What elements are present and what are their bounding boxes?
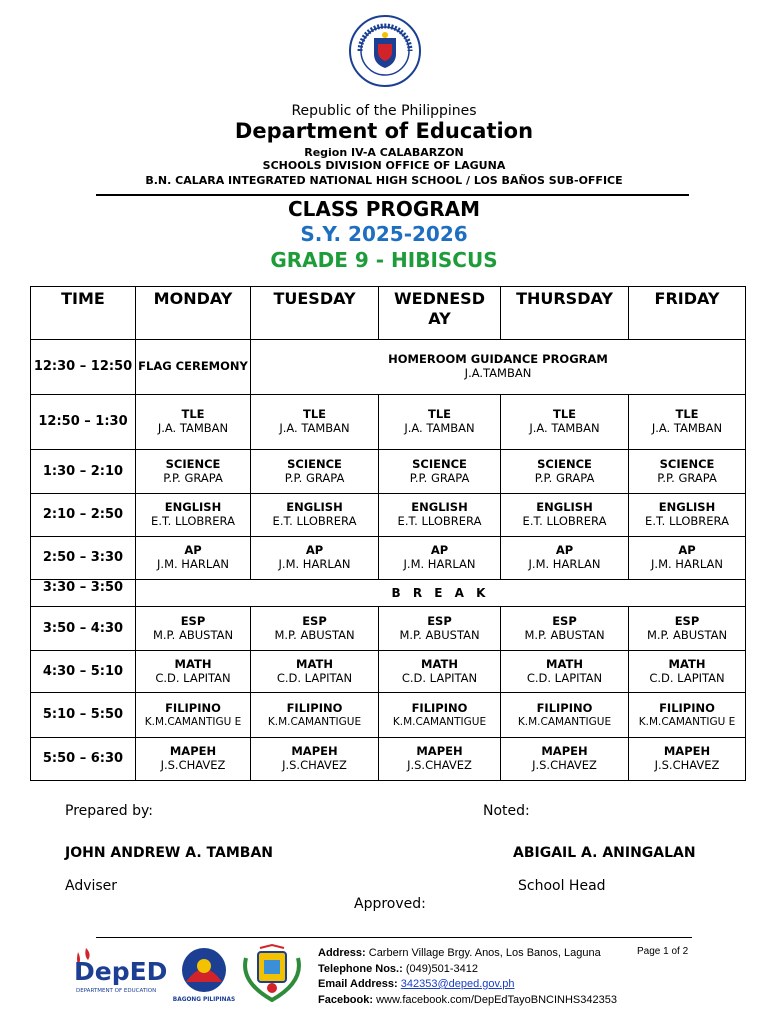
teacher-label: J.S.CHAVEZ (160, 758, 226, 772)
subject-label: MAPEH (416, 744, 463, 759)
teacher-label: J.S.CHAVEZ (532, 758, 597, 772)
deped-logo (72, 944, 168, 1000)
schedule-cell (501, 607, 629, 651)
schedule-cell (629, 395, 746, 450)
subject-label: TLE (302, 407, 327, 422)
deped-logo-subtext: DEPARTMENT OF EDUCATION (76, 988, 157, 994)
subject-label: MAPEH (169, 744, 217, 759)
time-cell: 4:30 – 5:10 (31, 651, 136, 693)
schedule-cell (501, 450, 629, 494)
subject-label: SCIENCE (287, 456, 342, 471)
subject-label: MAPEH (291, 744, 338, 759)
table-row (31, 537, 746, 580)
schedule-cell (136, 651, 251, 693)
teacher-label: C.D. LAPITAN (401, 670, 478, 685)
subject-label: SCIENCE (537, 456, 592, 471)
adviser-title: Adviser (65, 878, 118, 894)
subject-label: ENGLISH (286, 500, 343, 515)
teacher-label: J.M. HARLAN (528, 557, 601, 571)
col-header-thursday: THURSDAY (501, 287, 629, 340)
schedule-cell (136, 607, 251, 651)
subject-label: ESP (302, 613, 327, 628)
schedule-cell (251, 450, 379, 494)
table-row (31, 340, 746, 395)
subject-label: MATH (174, 656, 212, 671)
table-row (31, 738, 746, 781)
schedule-cell (251, 693, 379, 738)
teacher-label: K.M.CAMANTIGUE (267, 715, 362, 728)
table-row (31, 494, 746, 537)
subject-label: ENGLISH (658, 500, 716, 515)
schedule-cell (136, 693, 251, 738)
teacher-label: M.P. ABUSTAN (646, 627, 728, 642)
schedule-cell (629, 651, 746, 693)
homeroom-cell (251, 340, 746, 395)
schedule-cell (629, 607, 746, 651)
address-line (318, 946, 617, 962)
teacher-label: M.P. ABUSTAN (524, 627, 605, 642)
email-label: Email Address: (318, 978, 398, 990)
teacher-label: K.M.CAMANTIGU E (638, 715, 736, 728)
subject-label: SCIENCE (165, 456, 221, 471)
schedule-cell (379, 450, 501, 494)
subject-label: TLE (181, 407, 205, 422)
school-logo (240, 944, 304, 1004)
address-label: Address: (318, 947, 366, 959)
teacher-label: J.A. TAMBAN (157, 421, 229, 435)
schedule-cell (501, 738, 629, 781)
teacher-label: M.P. ABUSTAN (152, 627, 234, 642)
schedule-cell (501, 395, 629, 450)
telephone-value: (049)501-3412 (405, 962, 478, 975)
schedule-cell (379, 537, 501, 580)
time-cell: 5:10 – 5:50 (31, 693, 136, 738)
time-cell: 12:50 – 1:30 (31, 395, 136, 450)
schedule-cell (629, 693, 746, 738)
page-number: Page 1 of 2 (637, 946, 689, 957)
teacher-label: J.M. HARLAN (157, 557, 229, 571)
header-row (31, 287, 746, 340)
telephone-line (318, 962, 617, 978)
teacher-label: J.S.CHAVEZ (407, 758, 472, 772)
school-head-title: School Head (518, 878, 606, 894)
schedule-cell (629, 494, 746, 537)
schedule-cell (379, 395, 501, 450)
teacher-label: C.D. LAPITAN (155, 670, 231, 685)
schedule-cell (251, 607, 379, 651)
schedule-cell (629, 738, 746, 781)
subject-label: AP (305, 543, 324, 558)
col-header-tuesday: TUESDAY (251, 287, 379, 340)
subject-label: AP (184, 543, 202, 558)
school-line: B.N. CALARA INTEGRATED NATIONAL HIGH SCHOOL / LOS BAÑOS SUB-OFFICE (145, 174, 623, 187)
schedule-cell (629, 450, 746, 494)
subject-label: ENGLISH (411, 500, 468, 515)
schedule-cell (251, 537, 379, 580)
teacher-label: E.T. LLOBRERA (151, 514, 235, 528)
time-cell: 3:30 – 3:50 (31, 580, 136, 607)
subject-label: FILIPINO (536, 700, 593, 715)
teacher-label: J.M. HARLAN (278, 557, 351, 571)
teacher-label: E.T. LLOBRERA (645, 514, 729, 528)
school-year: S.Y. 2025-2026 (300, 222, 468, 246)
teacher-label: M.P. ABUSTAN (399, 627, 480, 642)
subject-label: FILIPINO (411, 700, 468, 715)
facebook-value: www.facebook.com/DepEdTayoBNCINHS342353 (376, 993, 617, 1006)
teacher-label: K.M.CAMANTIGUE (517, 715, 612, 728)
subject-label: AP (678, 543, 696, 558)
subject-label: MAPEH (541, 744, 588, 759)
subject-label: AP (555, 543, 574, 558)
subject-label: ESP (180, 613, 206, 628)
teacher-label: J.A. TAMBAN (651, 421, 723, 435)
subject-label: FILIPINO (659, 700, 715, 715)
bagong-pilipinas-logo (172, 946, 236, 1004)
teacher-label: K.M.CAMANTIGUE (392, 715, 487, 728)
schedule-cell (379, 494, 501, 537)
schedule-cell (251, 494, 379, 537)
subject-label: TLE (552, 407, 577, 422)
schedule-cell (629, 537, 746, 580)
table-row (31, 607, 746, 651)
table-row (31, 651, 746, 693)
schedule-cell (251, 395, 379, 450)
schedule-cell (251, 738, 379, 781)
schedule-cell (379, 738, 501, 781)
break-cell: B R E A K (136, 580, 746, 607)
subject-label: MATH (421, 656, 458, 671)
deped-logo-text: DepED (74, 957, 168, 986)
subject-label: ESP (427, 613, 452, 628)
table-row (31, 450, 746, 494)
teacher-label: J.A. TAMBAN (529, 421, 600, 435)
teacher-label: J.A.TAMBAN (464, 366, 532, 380)
teacher-label: P.P. GRAPA (284, 470, 345, 485)
subject-label: FLAG CEREMONY (138, 359, 248, 374)
table-row (31, 693, 746, 738)
subject-label: ENGLISH (536, 500, 593, 515)
contact-info (318, 946, 617, 1008)
time-cell: 2:10 – 2:50 (31, 494, 136, 537)
email-line (318, 977, 617, 993)
schedule-cell (136, 738, 251, 781)
facebook-label: Facebook: (318, 993, 374, 1006)
subject-label: ESP (674, 613, 700, 628)
schedule-cell (136, 537, 251, 580)
schedule-cell (501, 494, 629, 537)
republic-line: Republic of the Philippines (291, 103, 477, 119)
time-cell: 5:50 – 6:30 (31, 738, 136, 781)
teacher-label: C.D. LAPITAN (276, 670, 353, 685)
schedule-cell (501, 693, 629, 738)
school-head-name: ABIGAIL A. ANINGALAN (513, 845, 696, 861)
subject-label: MAPEH (663, 744, 711, 759)
teacher-label: J.A. TAMBAN (279, 421, 350, 435)
teacher-label: J.M. HARLAN (651, 557, 723, 571)
schedule-cell (136, 450, 251, 494)
prepared-by-label: Prepared by: (65, 803, 153, 819)
teacher-label: P.P. GRAPA (409, 470, 470, 485)
table-row (31, 395, 746, 450)
col-header-friday: FRIDAY (629, 287, 746, 340)
subject-label: SCIENCE (659, 456, 715, 471)
deped-seal-logo (348, 14, 422, 88)
flag-ceremony-cell (136, 340, 251, 395)
subject-label: ESP (552, 613, 577, 628)
email-link[interactable]: 342353@deped.gov.ph (400, 978, 515, 990)
schedule-cell (136, 395, 251, 450)
header-divider (96, 194, 689, 196)
schedule-cell (379, 693, 501, 738)
subject-label: TLE (675, 407, 699, 422)
teacher-label: E.T. LLOBRERA (397, 514, 482, 528)
grade-section: GRADE 9 - HIBISCUS (270, 248, 498, 272)
teacher-label: J.A. TAMBAN (404, 421, 475, 435)
department-title: Department of Education (234, 119, 534, 143)
time-cell: 1:30 – 2:10 (31, 450, 136, 494)
subject-label: MATH (546, 656, 583, 671)
teacher-label: C.D. LAPITAN (649, 670, 725, 685)
teacher-label: E.T. LLOBRERA (272, 514, 357, 528)
teacher-label: J.S.CHAVEZ (282, 758, 347, 772)
subject-label: HOMEROOM GUIDANCE PROGRAM (388, 352, 608, 367)
adviser-name: JOHN ANDREW A. TAMBAN (65, 845, 273, 861)
teacher-label: C.D. LAPITAN (526, 670, 603, 685)
subject-label: AP (430, 543, 449, 558)
schedule-cell (251, 651, 379, 693)
schedule-cell (501, 537, 629, 580)
division-line: SCHOOLS DIVISION OFFICE OF LAGUNA (262, 159, 506, 172)
subject-label: MATH (296, 656, 333, 671)
subject-label: ENGLISH (164, 500, 222, 515)
teacher-label: J.S.CHAVEZ (654, 758, 720, 772)
time-cell: 12:30 – 12:50 (31, 340, 136, 395)
schedule-cell (379, 607, 501, 651)
teacher-label: E.T. LLOBRERA (522, 514, 607, 528)
class-schedule-table (30, 286, 746, 781)
schedule-cell (379, 651, 501, 693)
time-cell: 3:50 – 4:30 (31, 607, 136, 651)
subject-label: SCIENCE (412, 456, 467, 471)
approved-label: Approved: (354, 896, 426, 912)
subject-label: MATH (668, 656, 706, 671)
col-header-time: TIME (31, 287, 136, 340)
teacher-label: P.P. GRAPA (163, 470, 223, 485)
time-cell: 2:50 – 3:30 (31, 537, 136, 580)
region-line: Region IV-A CALABARZON (304, 146, 464, 159)
address-value: Carbern Village Brgy. Anos, Los Banos, Laguna (368, 947, 601, 959)
teacher-label: P.P. GRAPA (534, 470, 595, 485)
subject-label: FILIPINO (165, 700, 221, 715)
col-header-monday: MONDAY (136, 287, 251, 340)
col-header-wednesday: WEDNESD AY (379, 287, 501, 340)
subject-label: FILIPINO (286, 700, 343, 715)
schedule-cell (501, 651, 629, 693)
teacher-label: K.M.CAMANTIGU E (144, 715, 242, 728)
teacher-label: M.P. ABUSTAN (274, 627, 355, 642)
noted-label: Noted: (483, 803, 530, 819)
bagong-pilipinas-text: BAGONG PILIPINAS (172, 997, 236, 1003)
program-title: CLASS PROGRAM (287, 197, 481, 221)
teacher-label: J.M. HARLAN (403, 557, 476, 571)
telephone-label: Telephone Nos.: (318, 962, 403, 975)
schedule-cell (136, 494, 251, 537)
break-row (31, 580, 746, 607)
teacher-label: P.P. GRAPA (657, 470, 717, 485)
subject-label: TLE (427, 407, 452, 422)
facebook-line (318, 993, 617, 1009)
footer-divider (96, 937, 692, 938)
